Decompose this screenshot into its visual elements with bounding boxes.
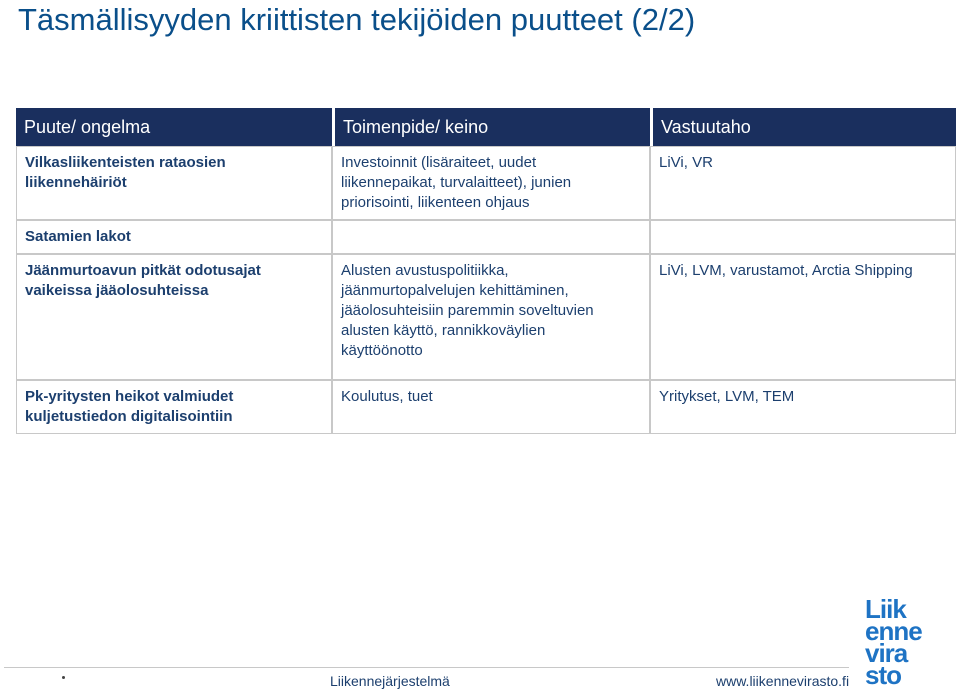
page-title: Täsmällisyyden kriittisten tekijöiden puutteet (2/2) (18, 2, 696, 37)
cell-line: Jäänmurtoavun pitkät odotusajat (25, 262, 261, 279)
cell-line: Investoinnit (lisäraiteet, uudet (341, 154, 537, 171)
cell-line: Vilkasliikenteisten rataosien (25, 154, 226, 171)
problem-cell (16, 146, 332, 220)
footer-divider (4, 667, 849, 668)
cell-line: Koulutus, tuet (341, 388, 433, 405)
cell-line: vaikeissa jääolosuhteissa (25, 282, 209, 299)
footer-bullet (62, 676, 65, 679)
footer-section-label: Liikennejärjestelmä (330, 673, 450, 689)
cell-line: jäänmurtopalvelujen kehittäminen, (341, 282, 569, 299)
header-responsible: Vastuutaho (650, 108, 956, 146)
responsible-cell (650, 220, 956, 254)
cell-line: priorisointi, liikenteen ohjaus (341, 194, 530, 211)
cell-line: Pk-yritysten heikot valmiudet (25, 388, 234, 405)
table-row (16, 254, 956, 380)
action-cell (332, 220, 650, 254)
logo-line: Liik (865, 594, 906, 624)
measures-table (16, 108, 956, 434)
cell-line: alusten käyttö, rannikkoväylien (341, 322, 546, 339)
responsible-cell: LiVi, LVM, varustamot, Arctia Shipping (650, 254, 956, 380)
problem-cell (16, 380, 332, 434)
problem-cell (16, 220, 332, 254)
cell-line: Satamien lakot (25, 228, 131, 245)
action-cell (332, 254, 650, 380)
table-row (16, 220, 956, 254)
cell-line: käyttöönotto (341, 342, 423, 359)
logo-line: vira (865, 638, 908, 668)
header-problem: Puute/ ongelma (16, 108, 332, 146)
logo-line: sto (865, 660, 901, 690)
table-header-row (16, 108, 956, 146)
liikennevirasto-logo (865, 594, 957, 690)
cell-line: liikennehäiriöt (25, 174, 127, 191)
cell-line: kuljetustiedon digitalisointiin (25, 408, 233, 425)
header-action: Toimenpide/ keino (332, 108, 650, 146)
cell-line: liikennepaikat, turvalaitteet), junien (341, 174, 572, 191)
footer-website-link[interactable]: www.liikennevirasto.fi (716, 673, 850, 689)
responsible-cell: Yritykset, LVM, TEM (650, 380, 956, 434)
table-row (16, 146, 956, 220)
action-cell (332, 146, 650, 220)
table-row (16, 380, 956, 434)
cell-line: Alusten avustuspolitiikka, (341, 262, 509, 279)
logo-line: enne (865, 616, 922, 646)
action-cell (332, 380, 650, 434)
problem-cell (16, 254, 332, 380)
responsible-cell: LiVi, VR (650, 146, 956, 220)
cell-line: jääolosuhteisiin paremmin soveltuvien (341, 302, 594, 319)
